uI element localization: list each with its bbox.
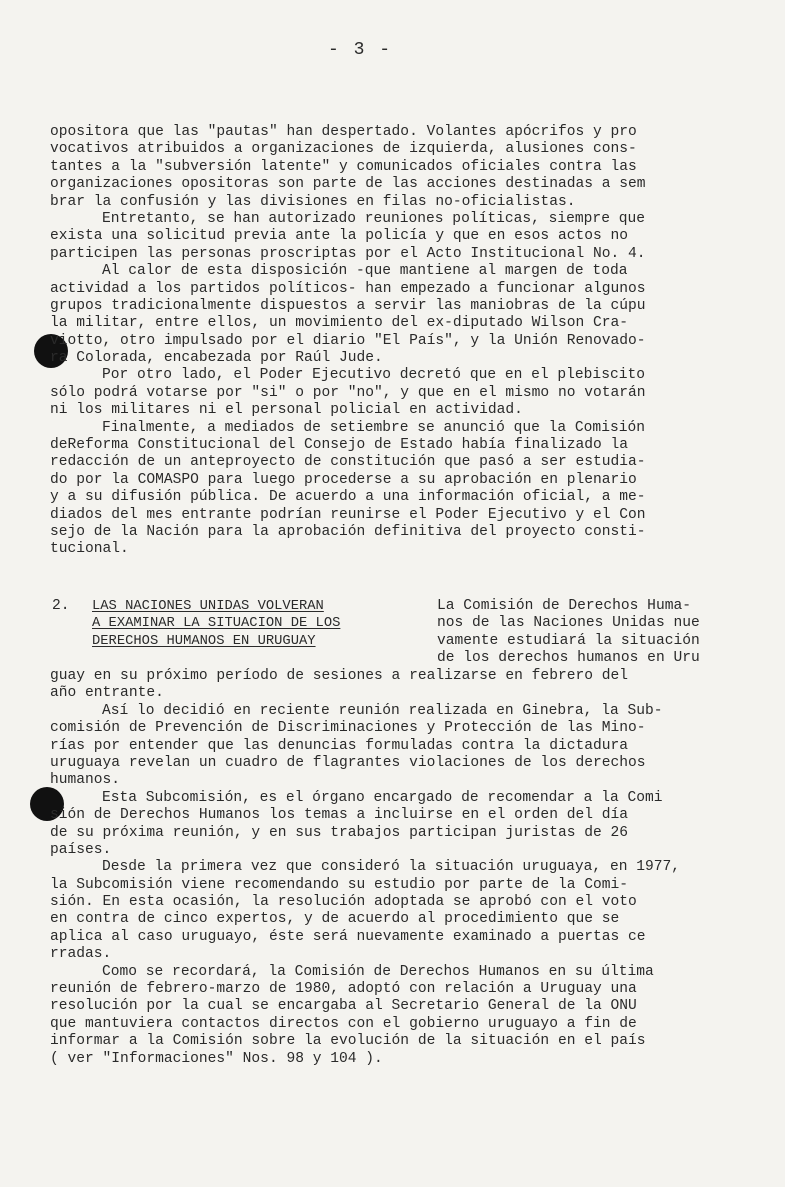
text-line: países.	[50, 841, 112, 858]
paragraph-1	[50, 124, 740, 211]
section-number: 2.	[52, 598, 70, 614]
text-line: rías por entender que las denuncias formuladas contra la dictadura	[50, 737, 629, 754]
text-line: vocativos atribuidos a organizaciones de izquierda, alusiones cons-	[50, 141, 637, 158]
text-line: La Comisión de Derechos Huma-	[437, 598, 691, 614]
section-intro-column	[437, 598, 747, 668]
text-line: participen las personas proscriptas por el Acto Institucional No. 4.	[50, 245, 646, 262]
paragraph-7	[50, 703, 740, 790]
paragraph-2	[50, 211, 740, 263]
text-line: Esta Subcomisión, es el órgano encargado de recomendar a la Comi	[102, 789, 663, 806]
text-line: nos de las Naciones Unidas nue	[437, 615, 700, 632]
text-line: Así lo decidió en reciente reunión realizada en Ginebra, la Sub-	[102, 702, 663, 719]
paragraph-4	[50, 367, 740, 419]
text-line: organizaciones opositoras son parte de las acciones destinadas a sem	[50, 176, 646, 193]
text-line: viotto, otro impulsado por el diario "El País", y la Unión Renovado-	[50, 332, 646, 349]
text-line: grupos tradicionalmente dispuestos a servir las maniobras de la cúpu	[50, 297, 646, 314]
text-line: redacción de un anteproyecto de constitución que pasó a ser estudia-	[50, 454, 646, 471]
section-title-line: LAS NACIONES UNIDAS VOLVERAN	[92, 599, 324, 614]
text-line: informar a la Comisión sobre la evolución de la situación en el país	[50, 1033, 646, 1050]
text-line: en contra de cinco expertos, y de acuerdo al procedimiento que se	[50, 911, 620, 928]
text-line: sejo de la Nación para la aprobación definitiva del proyecto consti-	[50, 523, 646, 540]
text-line: Entretanto, se han autorizado reuniones políticas, siempre que	[102, 210, 645, 227]
text-line: Al calor de esta disposición -que mantiene al margen de toda	[102, 263, 628, 280]
text-line: actividad a los partidos políticos- han empezado a funcionar algunos	[50, 280, 646, 297]
text-line: de los derechos humanos en Uru	[437, 650, 700, 667]
text-line: ni los militares ni el personal policial en actividad.	[50, 402, 523, 419]
text-line: que mantuviera contactos directos con el gobierno uruguayo a fin de	[50, 1015, 637, 1032]
text-line: aplica al caso uruguayo, éste será nuevamente examinado a puertas ce	[50, 928, 646, 945]
paragraph-9	[50, 859, 740, 963]
text-line: y a su difusión pública. De acuerdo a una información oficial, a me-	[50, 489, 646, 506]
paragraph-3	[50, 263, 740, 367]
text-line: año entrante.	[50, 685, 164, 702]
text-line: sólo podrá votarse por "si" o por "no", y que en el mismo no votarán	[50, 384, 646, 401]
text-line: la Subcomisión viene recomendando su estudio por parte de la Comi-	[50, 876, 629, 893]
page-number: - 3 -	[327, 40, 392, 60]
text-line: tucional.	[50, 541, 129, 558]
text-line: vamente estudiará la situación	[437, 632, 700, 649]
text-line: deReforma Constitucional del Consejo de Estado había finalizado la	[50, 437, 629, 454]
section-title	[92, 598, 340, 650]
text-line: do por la COMASPO para luego procederse a su aprobación en plenario	[50, 471, 637, 488]
section-title-line: DERECHOS HUMANOS EN URUGUAY	[92, 633, 316, 649]
text-line: ra Colorada, encabezada por Raúl Jude.	[50, 350, 383, 367]
text-line: brar la confusión y las divisiones en filas no-oficialistas.	[50, 193, 576, 210]
text-line: Desde la primera vez que consideró la situación uruguaya, en 1977,	[102, 859, 681, 876]
text-line: humanos.	[50, 772, 121, 789]
text-line: uruguaya revelan un cuadro de flagrantes violaciones de los derechos	[50, 754, 646, 771]
text-line: la militar, entre ellos, un movimiento del ex-diputado Wilson Cra-	[50, 315, 629, 332]
text-line: rradas.	[50, 946, 112, 963]
text-line: de su próxima reunión, y en sus trabajos participan juristas de 26	[50, 824, 629, 841]
text-line: reunión de febrero-marzo de 1980, adoptó con relación a Uruguay una	[50, 981, 637, 998]
text-line: diados del mes entrante podrían reunirse el Poder Ejecutivo y el Con	[50, 506, 646, 523]
lower-text-block	[50, 668, 740, 1068]
paragraph-10	[50, 964, 740, 1068]
text-line: tantes a la "subversión latente" y comunicados oficiales contra las	[50, 158, 637, 175]
paragraph-5	[50, 420, 740, 559]
text-line: comisión de Prevención de Discriminaciones y Protección de las Mino-	[50, 720, 646, 737]
text-line: exista una solicitud previa ante la policía y que en esos actos no	[50, 228, 629, 245]
upper-text-block	[50, 124, 740, 559]
section-title-line: A EXAMINAR LA SITUACION DE LOS	[92, 616, 341, 632]
text-line: sión. En esta ocasión, la resolución adoptada se aprobó con el voto	[50, 894, 637, 911]
paragraph-8	[50, 790, 740, 860]
text-line: opositora que las "pautas" han despertado. Volantes apócrifos y pro	[50, 124, 637, 140]
text-line: resolución por la cual se encargaba al Secretario General de la ONU	[50, 998, 637, 1015]
text-line: guay en su próximo período de sesiones a realizarse en febrero del	[50, 668, 629, 684]
paragraph-6	[50, 668, 740, 703]
text-line: sión de Derechos Humanos los temas a incluirse en el orden del día	[50, 807, 629, 824]
text-line: Como se recordará, la Comisión de Derechos Humanos en su última	[102, 963, 654, 980]
text-line: Por otro lado, el Poder Ejecutivo decretó que en el plebiscito	[102, 367, 645, 384]
text-line: Finalmente, a mediados de setiembre se anunció que la Comisión	[102, 419, 645, 436]
text-line: ( ver "Informaciones" Nos. 98 y 104 ).	[50, 1050, 383, 1067]
